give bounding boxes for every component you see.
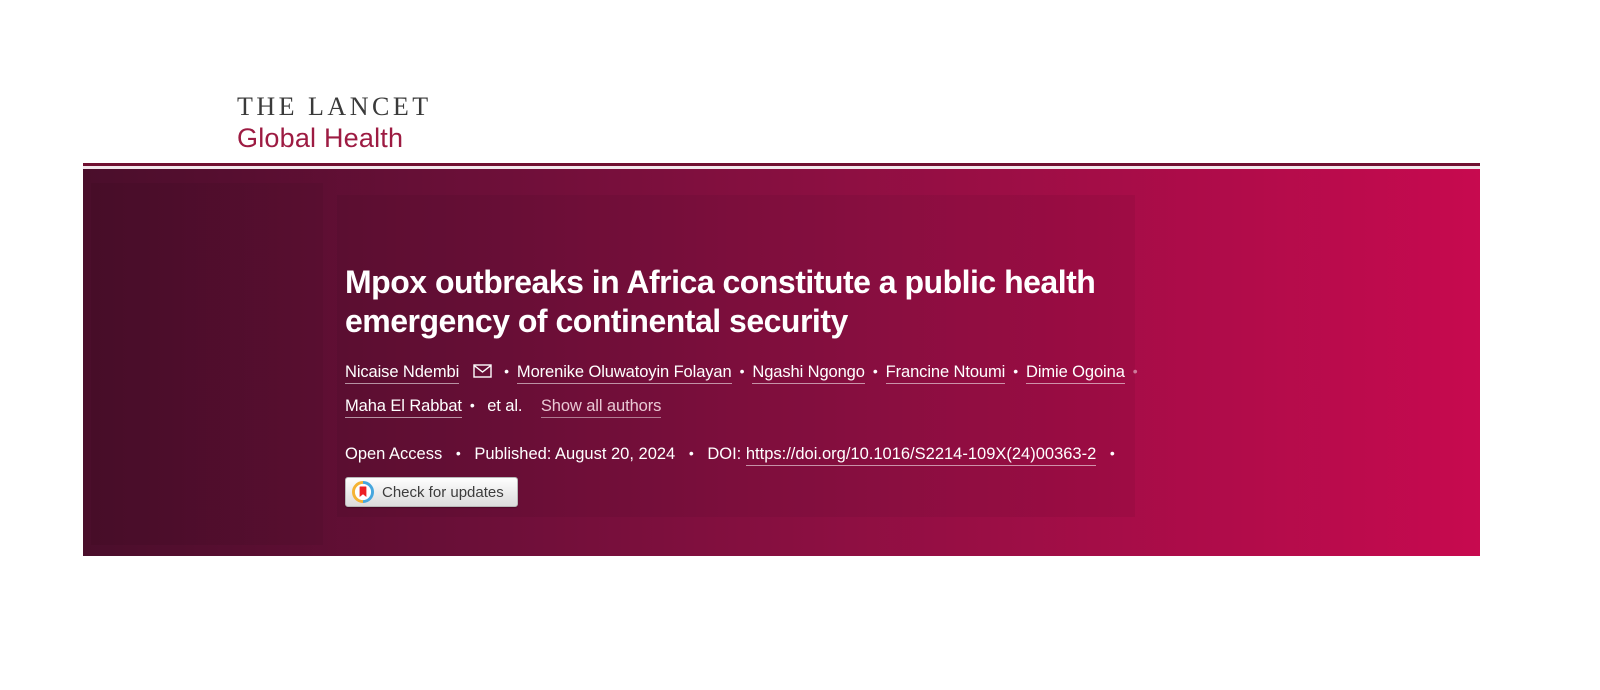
- show-all-authors-link[interactable]: Show all authors: [541, 397, 661, 418]
- author-link[interactable]: Ngashi Ngongo: [752, 363, 864, 384]
- masthead: [83, 0, 1480, 163]
- meta-separator-bullet: •: [1109, 445, 1115, 461]
- crossmark-icon: [352, 481, 374, 503]
- author-link[interactable]: Francine Ntoumi: [886, 363, 1006, 384]
- doi-link[interactable]: https://doi.org/10.1016/S2214-109X(24)00363-2: [746, 445, 1096, 466]
- article-hero-banner: [83, 169, 1480, 556]
- author-line-1-names: [345, 363, 1146, 381]
- author-link[interactable]: Dimie Ogoina: [1026, 363, 1125, 384]
- hero-content: [83, 169, 1183, 508]
- author-separator-bullet: •: [504, 363, 509, 379]
- meta-separator-bullet: •: [455, 445, 461, 461]
- published-date-label: Published: August 20, 2024: [474, 445, 676, 463]
- open-access-label: Open Access: [345, 445, 443, 463]
- check-for-updates-label: Check for updates: [382, 483, 504, 501]
- author-separator-bullet: •: [1013, 363, 1019, 379]
- doi-label: DOI:: [707, 445, 742, 463]
- author-link[interactable]: Morenike Oluwatoyin Folayan: [517, 363, 732, 384]
- author-list: [345, 355, 1183, 422]
- journal-logo[interactable]: [237, 92, 432, 153]
- author-link[interactable]: Nicaise Ndembi: [345, 363, 459, 384]
- journal-logo-lancet: THE LANCET: [237, 92, 432, 121]
- author-separator-bullet: •: [469, 397, 475, 413]
- article-meta-line: [345, 442, 1183, 465]
- author-line-1: [345, 355, 1183, 389]
- content-column: [83, 0, 1480, 556]
- author-separator-bullet: •: [1132, 363, 1138, 379]
- et-al-label: et al.: [487, 397, 523, 415]
- author-link[interactable]: Maha El Rabbat: [345, 397, 462, 418]
- check-for-updates-button[interactable]: [345, 477, 518, 507]
- author-line-2: [345, 389, 1183, 422]
- author-separator-bullet: •: [872, 363, 878, 379]
- article-title: Mpox outbreaks in Africa constitute a public health emergency of continental security: [345, 264, 1096, 339]
- meta-separator-bullet: •: [688, 445, 694, 461]
- email-icon[interactable]: [473, 357, 492, 389]
- author-line-2-names: [345, 397, 483, 415]
- author-separator-bullet: •: [739, 363, 745, 379]
- journal-logo-global-health: Global Health: [237, 123, 404, 153]
